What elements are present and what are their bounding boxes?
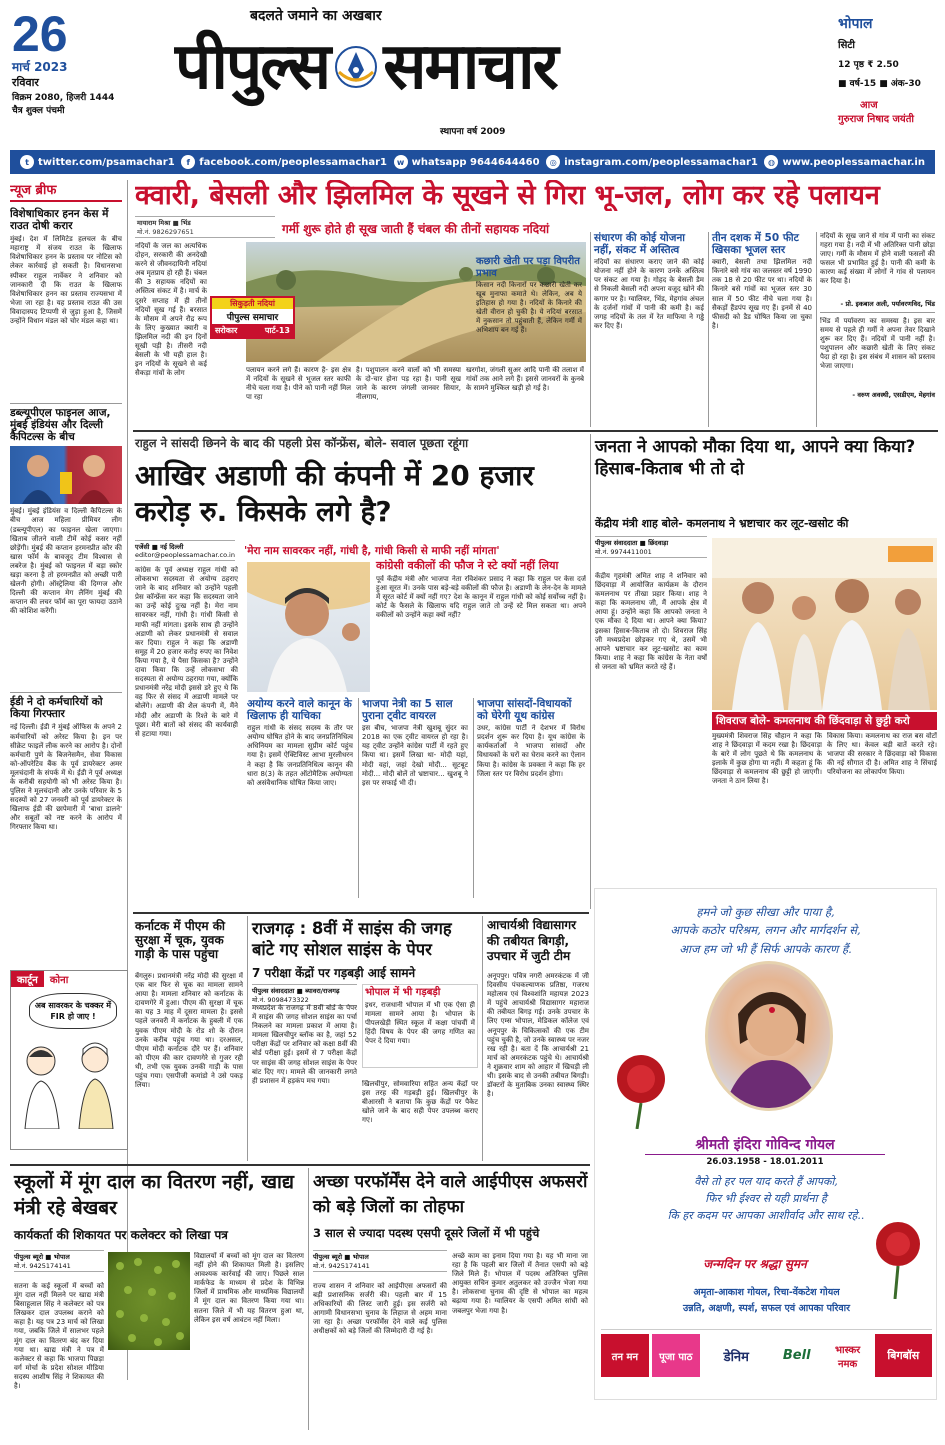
rajgarh-body: मध्यप्रदेश के राजगढ़ में 8वीं बोर्ड के पेपर में साइंस की जगह सोशल साइंस का पर्चा निकलने का मामला प्रकाश में आया है। मामला खिलचीपुर ब्लॉक का है, जहां 52 परीक्षा केंद्रों पर शनिवार को कक्षा 8वीं की बोर्ड परीक्षा हुई। इसमें से 7 परीक्षा केंद्रों पर साइंस की जगह सोशल साइंस के पेपर बांट दिए गए। मामले की जानकारी लगते ही प्रशासन में हड़कंप मच गया। [252, 1004, 357, 1085]
ad-verse-1: हमने जो कुछ सीखा और पाया है, [696, 905, 835, 919]
midday-byline: पीपुल्स ब्यूरो ■ भोपाल मो.नं. 9425174141 [14, 1250, 104, 1272]
cartoon-label-2: कोना [49, 975, 69, 986]
social-strip [10, 150, 935, 174]
shah-photo-caption: शिवराज बोले- कमलनाथ की छिंदवाड़ा से छुट्टी करो [712, 712, 937, 730]
memorial-portrait [705, 961, 833, 1111]
rose-left-icon [601, 1039, 681, 1129]
cartoon-bubble: अब सावरकर के चक्कर में FIR हो जाए ! [29, 993, 117, 1029]
brief-2-head: डब्ल्यूपीएल फाइनल आज, मुंबई इंडियंस और दिल्ली कैपिटल्स के बीच [10, 407, 111, 444]
adani-body: कांग्रेस के पूर्व अध्यक्ष राहुल गांधी को लोकसभा सदस्यता से अयोग्य ठहराए जाने के बाद शनिवार को उन्होंने पहली प्रेस कॉन्फ्रेंस कर कहा कि सदस्यता जाने का उन्हें कोई दुःख नहीं है। मेरा नाम सावरकर नहीं, गांधी है। गांधी किसी से माफी नहीं मांगता। इसके साथ ही उन्होंने अडाणी को लेकर प्रधानमंत्री से सवाल कर दिया। राहुल ने कहा कि अडाणी समूह में 20 हजार करोड़ रुपए का निवेश किया गया है, ये पैसा किसका है? उन्होंने दावा किया कि उन्हें लोकसभा की सदस्यता से अयोग्य ठहराया गया, क्योंकि प्रधानमंत्री नरेंद्र मोदी इससे डरे हुए थे कि वह फिर से संसद में अडाणी मामले पर बोलेंगे। अडाणी की शैल कंपनी में, मैंने मोदी और अडाणी के रिश्ते के बारे में पूछा। मेरी बातों को संसद की कार्यवाही से हटाया गया। [135, 566, 238, 738]
established: स्थापना वर्ष 2009 [440, 127, 506, 137]
adani-sub-2: भाजपा नेत्री का 5 साल पुराना ट्वीट वायरल इस बीच, भाजपा नेत्री खुशबू सुंदर का 2018 का एक ट्वीट वायरल हो रहा है। यह ट्वीट उन्होंने कांग्रेस पार्टी में रहते हुए किया था। इसमें लिखा था- मोदी यहां, मोदी वहां, जहां देखो मोदी... सूटबूट मोदी... मोदी बोलें तो भ्रष्टाचार... खुशबू ने इस पर सफाई भी दी। [362, 698, 468, 787]
midday-headline: स्कूलों में मूंग दाल का वितरण नहीं, खाद्य मंत्री रहे बेखबर [14, 1171, 294, 1219]
expert-quotes: नदियों के सूख जाने से गांव में पानी का संकट गहरा गया है। नदी में भी अतिरिक्त पानी छोड़ा जाए। गर्मी के मौसम में होने वाली फसलों की फसल भी प्रभावित हुई है। पानी की कमी के कारण कई संख्या में लोगों ने गांव से पलायन कर दिया है। - प्रो. इकबाल अली, पर्यावरणविद, भिंड भिंड में पर्यावरण का समस्या है। इस बार समय से पहले ही गर्मी ने अपना तेवर दिखाने शुरू कर दिए हैं। नदियों में पानी नहीं है। पशुपालन और कछारी खेती के लिए संकट पैदा हो रहा है। इस संबंध में शासन को प्रस्ताव भेजा जाएगा। - वरुण अवस्थी, एसडीएम, मेहगांव [820, 232, 935, 399]
ips-headline: अच्छा परफॉर्मेंस देने वाले आईपीएस अफसरों को बड़े जिलों का तोहफा [313, 1172, 588, 1217]
brief-3-body: नई दिल्ली। ईडी ने मुंबई ऑफिस के अपने 2 कर्मचारियों को अरेस्ट किया है। इन पर सीक्रेट फाइलें लीक करने का आरोप है। दोनों कर्मचारी पुणे के बिजनेसमैन, सेवा विकास को-ऑपरेटिव बैंक के पूर्व डायरेक्टर अमर मूलचंदानी के संपर्क में थे। ईडी ने पूर्व अध्यक्ष के करीबी सहयोगी को भी अरेस्ट किया है। पुलिस ने मूलचंदानी और उनके परिवार के 5 सदस्यों को 27 जनवरी को पूर्व डायरेक्टर के खिलाफ ईडी की छापेमारी में 'बाधा डालने' और सबूतों को नष्ट करने के आरोप में गिरफ्तार किया था। [10, 723, 122, 832]
brand-bigboss: बिगबॉस [875, 1334, 932, 1377]
date-block [12, 6, 132, 116]
web-icon: ◍ [764, 155, 778, 169]
shah-caption-body-1: मुख्यमंत्री शिवराज सिंह चौहान ने कहा कि शाह ने छिंदवाड़ा में कदम रखा है। छिंदवाड़ा के बारे में लोग पूछते थे कि कमलनाथ के इलाके में कुछ होगा या नहीं। मैं कहता हूं कि छिंदवाड़ा से कमलनाथ की छुट्टी हो जाएगी। जनता ने ठान लिया है। [712, 732, 822, 786]
adani-byline: एजेंसी ■ नई दिल्ली editor@peoplessamachar.co.in [135, 540, 235, 561]
adani-sub-3: भाजपा सांसदों-विधायकों को घेरेगी यूथ कांग्रेस उधर, कांग्रेस पार्टी ने देशभर में विरोध प्रदर्शन शुरू कर दिया है। यूथ कांग्रेस के कार्यकर्ताओं ने भाजपा सांसदों और विधायकों के घरों का घेराव करने का ऐलान किया है। कांग्रेस के प्रवक्ता ने कहा कि हर जिला स्तर पर विरोध प्रदर्शन होगा। [477, 698, 585, 778]
acharya-headline: आचार्यश्री विद्यासागर की तबीयत बिगड़ी, उपचार में जुटी टीम [487, 918, 577, 964]
pages-price: 12 पृष्ठ ₹ 2.50 [838, 60, 899, 70]
social-instagram[interactable]: ◎ instagram.com/peoplessamachar1 [546, 155, 758, 169]
ad-verse-2: आपके कठोर परिश्रम, लगन और मार्गदर्शन से, [670, 923, 861, 938]
shah-rally-photo [712, 538, 937, 710]
memorial-name: श्रीमती इंदिरा गोविन्द गोयल [645, 1135, 885, 1155]
ad-family-1: अमृता-आकाश गोयल, रिचा-वेंकटेश गोयल [693, 1287, 840, 1298]
lead-col-4: खरगोश, जंगली सुअर आदि पानी की तलाश में गांवों तक आने लगे हैं। इससे जानवरों के कुनबे के सामने मुश्किल खड़ी हो गई है। [466, 366, 584, 393]
samvat: विक्रम 2080, हिजरी 1444 [12, 93, 115, 103]
brand-poojapath: पूजा पाठ [652, 1334, 700, 1377]
rajgarh-byline: पीपुल्स संवाददाता ■ ब्यावरा/राजगढ़ मो.नं. 9098473322 [252, 984, 357, 1006]
ips-byline: पीपुल्स ब्यूरो ■ भोपाल मो.नं. 9425174141 [313, 1250, 447, 1272]
edition-block [838, 14, 938, 125]
lead-headline: क्वारी, बेसली और झिलमिल के सूखने से गिरा भू-जल, लोग कर रहे पलायन [135, 180, 880, 211]
acharya-body: अनूपपुर। पवित्र नगरी अमरकंटक में जी दिवसीय पंचकल्याणक प्रतिष्ठा, गजरथ महोत्सव एवं विश्वशांति महायज्ञ 2023 में पहुंचे आचार्यश्री विद्यासागर महाराज की तबीयत बिगड़ गई। उनके उपचार के लिए एम्स भोपाल, मेडिकल कॉलेज एवं अनूपपुर के चिकित्सकों की एक टीम पहुंच चुकी है, जो उनके स्वास्थ्य पर नजर रख रही है। बता दें कि आचार्यश्री 21 मार्च को अमरकंटक पहुंचे थे। आचार्यश्री ने शुक्रवार शाम को आहार में खिचड़ी ली थी। इसके बाद से उनकी तबीयत बिगड़ी। डॉक्टरों के मुताबिक उनका स्वास्थ्य स्थिर है। [487, 972, 589, 1099]
brand-tanman: तन मन [601, 1334, 649, 1377]
tithi: चैत्र शुक्ल पंचमी [12, 106, 65, 116]
shah-headline: जनता ने आपको मौका दिया था, आपने क्या किया? हिसाब-किताब भी तो दो [595, 437, 916, 480]
weekday: रविवार [12, 76, 39, 89]
brand-bhaskar: भास्कर नमक [834, 1344, 861, 1370]
cartoon-drawing [11, 1029, 127, 1129]
midday-body: सतना के कई स्कूलों में बच्चों को मूंग दाल नहीं मिलने पर खाद्य मंत्री बिसाहूलाल सिंह ने कलेक्टर को पत्र लिखकर दाल उपलब्ध कराने को कहा है। यह पत्र 23 मार्च को लिखा गया, जबकि जिले में सालभर पहले मूंग दाल का वितरण बंद कर दिया गया था। खाद्य मंत्री ने पत्र में कलेक्टर से कहा कि भाजपा पिछड़ा वर्ग मोर्चा के प्रदेश सोशल मीडिया सदस्य आशीष सिंह ने शिकायत की है। [14, 1282, 104, 1391]
today-event: गुरुराज निषाद जयंती [838, 114, 915, 125]
logo [175, 22, 785, 112]
rajgarh-body-2: खिलचीपुर, सोमवारिया सहित अन्य केंद्रों पर इस तरह की गड़बड़ी हुई। खिलचीपुर के बीआरसी ने बताया कि कुछ केंद्रों पर पैकेट खोले जाने के बाद सही पेपर उपलब्ध कराए गए। [362, 1080, 478, 1125]
midday-strap: कार्यकर्ता की शिकायत पर कलेक्टर को लिखा पत्र [14, 1228, 228, 1242]
shah-caption-body-2: विकास किया। कमलनाथ का राज बस वोटों के लिए था। केवल बड़ी बातें करते रहे। भाजपा की सरकार ने छिंदवाड़ा को विकास की नई सौगात दी है। अमित शाह ने सिंचाई परियोजना का लोकार्पण किया। [827, 732, 937, 777]
facebook-icon: f [181, 155, 195, 169]
shah-byline: पीपुल्स संवाददाता ■ छिंदवाड़ा मो.नं. 9974411001 [595, 536, 707, 558]
karnataka-headline: कर्नाटक में पीएम की सुरक्षा में चूक, युवक गाड़ी के पास पहुंचा [135, 919, 226, 961]
date-number: 26 [12, 6, 68, 62]
instagram-icon: ◎ [546, 155, 560, 169]
news-brief-label: न्यूज ब्रीफ [10, 180, 122, 202]
year-issue: ■ वर्ष-15 ■ अंक-30 [838, 79, 921, 89]
sandharan-box: संधारण की कोई योजना नहीं, संकट में अस्तित्व नदियों का संधारण कराए जाने की कोई योजना नहीं होने के कारण उनके अस्तित्व पर संकट आ गया है। गोहद के बेसली डैम से निकली बेसली नदी अपना वजूद खोने की कगार पर है। ग्वालियर, भिंड, मेहगांव अंचल के दर्जनों गांवों में पानी की कमी है। कई जगह नदियों के तल में रेत माफिया ने गड्ढे कर दिए हैं। [594, 232, 704, 330]
brief-1-head: विशेषाधिकार हनन केस में राउत दोषी करार [10, 208, 109, 233]
lead-strap: गर्मी शुरू होते ही सूख जाती हैं चंबल की तीनों सहायक नदियां [282, 222, 550, 236]
logo-right: समाचार [383, 30, 557, 104]
moong-dal-photo [108, 1252, 190, 1350]
logo-left: पीपुल्स [175, 30, 330, 104]
pen-nib-icon [333, 44, 379, 90]
memorial-dates: 26.03.1958 - 18.01.2011 [706, 1157, 824, 1167]
rajgarh-strap: 7 परीक्षा केंद्रों पर गड़बड़ी आई सामने [252, 966, 416, 980]
cartoon-label: कार्टून [11, 971, 44, 987]
memorial-ad [594, 888, 937, 1400]
ad-brand-strip [601, 1329, 932, 1377]
wpl-captains-photo [10, 446, 122, 504]
shah-strap: केंद्रीय मंत्री शाह बोले- कमलनाथ ने भ्रष्टाचार कर लूट-खसोट की [595, 517, 849, 530]
ad-verse-5: फिर भी ईश्वर से यही प्रार्थना है [705, 1192, 827, 1206]
social-whatsapp[interactable]: w whatsapp 9644644460 [394, 155, 540, 169]
series-badge: सिकुड़ती नदियां पीपुल्स समाचार सरोकार पार्ट-13 [210, 296, 295, 339]
twitter-icon: t [20, 155, 34, 169]
today-label: आज [860, 100, 878, 111]
city: भोपाल [838, 16, 873, 32]
adani-sub-1: अयोग्य करने वाले कानून के खिलाफ ही याचिका राहुल गांधी के संसद सदस्य के तौर पर अयोग्य घोषित होने के बाद जनप्रतिनिधित्व अधिनियम का मामला सुप्रीम कोर्ट पहुंच गया है। इसमें ऐक्टिविस्ट आभा मुरलीधरन ने कहा है कि जनप्रतिनिधित्व कानून की धारा 8(3) के तहत ऑटोमैटिक अयोग्यता को असंवैधानिक घोषित किया जाए। [247, 698, 353, 787]
adani-kicker: राहुल ने सांसदी छिनने के बाद की पहली प्रेस कॉन्फ्रेंस, बोले- सवाल पूछता रहूंगा [135, 436, 469, 450]
ips-strap: 3 साल से ज्यादा पदस्थ एसपी दूसरे जिलों में भी पहुंचे [313, 1226, 540, 1240]
cartoon-box [10, 970, 128, 1150]
ips-body-2: अच्छे काम का इनाम दिया गया है। यह भी माना जा रहा है कि पहली बार जिलों में तैनात एसपी को बड़े जिले मिले हैं। भोपाल में पदस्थ अतिरिक्त पुलिस आयुक्त सचिन कुमार अतुलकर को उज्जैन भेजा गया है। लोकसभा चुनाव की दृष्टि से भोपाल का महत्व बढ़ाया गया है। ग्वालियर के एसपी अमित सांघी को जबलपुर भेजा गया है। [452, 1252, 588, 1315]
midday-body-2: विद्यालयों में बच्चों को मूंग दाल का वितरण नहीं होने की शिकायत मिली है। इसलिए आवश्यक कार्रवाई की जाए। पिछले साल मार्कफेड के माध्यम से प्रदेश के विभिन्न जिलों में प्राथमिक और माध्यमिक विद्यालयों में मूंग दाल का वितरण किया गया था। सतना जिले में भी यह वितरण हुआ था, लेकिन इस वर्ष आवंटन नहीं मिला। [194, 1252, 304, 1324]
shah-body: केंद्रीय गृहमंत्री अमित शाह ने शनिवार को छिंदवाड़ा में आयोजित कार्यक्रम के दौरान कमलनाथ पर तीखा प्रहार किया। शाह ने कहा कि कमलनाथ जी, मैं आपके क्षेत्र में आया हूं। उन्होंने कहा कि आपको जनता ने एक मौका दे दिया था। आपने क्या किया? इसका हिसाब-किताब तो दो। शिवराज सिंह जी मध्यप्रदेश छोड़कर गए थे, उसमें भी आपने भ्रष्टाचार कर लूट-खसोट का काम किया। शाह ने कहा कि कांग्रेस के नेता वर्षों से जनता को भ्रमित करते रहे हैं। [595, 572, 707, 671]
brief-3-head: ईडी ने दो कर्मचारियों को किया गिरफ्तार [10, 696, 103, 721]
ips-body: राज्य शासन ने शनिवार को आईपीएस अफसरों की बड़ी प्रशासनिक सर्जरी की। पहली बार में 15 अधिकारियों की लिस्ट जारी हुई। इस सर्जरी को आगामी विधानसभा चुनाव के लिहाज से अहम माना जा रहा है। अच्छा परफॉर्मेंस देने वाले कई पुलिस अधीक्षकों को बड़े जिलों की जिम्मेदारी दी गई है। [313, 1282, 447, 1336]
karnataka-body: बेंगलुरु। प्रधानमंत्री नरेंद्र मोदी की सुरक्षा में एक बार फिर से चूक का मामला सामने आया है। मामला शनिवार को कर्नाटक के दावणगेरे में हुआ। पीएम की सुरक्षा में चूक का यह 3 माह में दूसरा मामला है। इससे पहले जनवरी में कर्नाटक के हुबली में एक युवक पीएम मोदी के रोड शो के दौरान उनके करीब पहुंच गया था। दरअसल, पीएम मोदी कर्नाटक दौरे पर हैं। शनिवार को पीएम की कार दावणगेरे से गुजर रही थी, तभी एक युवक उनकी गाड़ी के पास पहुंच गया। एसपीजी कमांडो ने उसे पकड़ लिया। [135, 972, 243, 1090]
tagline: बदलते जमाने का अखबार [250, 8, 382, 24]
masthead [0, 0, 945, 148]
rahul-gandhi-photo [247, 562, 370, 692]
brand-denim: डेनिम [723, 1349, 749, 1365]
brand-bell: Bell [782, 1348, 811, 1363]
bhopal-error-box: भोपाल में भी गड़बड़ी इधर, राजधानी भोपाल में भी एक ऐसा ही मामला सामने आया है। भोपाल के पीपलखेड़ी स्थित स्कूल में कक्षा पांचवीं में हिंदी विषय के पेपर की जगह गणित का पेपर दे दिया गया। [362, 984, 478, 1068]
ad-verse-3: आज हम जो भी हैं सिर्फ आपके कारण हैं. [679, 941, 852, 956]
ad-verse-6: कि हर कदम पर आपका आशीर्वाद और साथ रहे.. [667, 1209, 865, 1223]
ad-verse-4: वैसे तो हर पल याद करते हैं आपको, [694, 1175, 838, 1188]
social-facebook[interactable]: f facebook.com/peoplessamachar1 [181, 155, 387, 169]
lead-byline: मायाराम मिश्रा ■ भिंड मो.नं. 9826297651 [135, 216, 275, 238]
ad-tribute: जन्मदिन पर श्रद्धा सुमन [703, 1257, 807, 1271]
brief-1-body: मुंबई। देश में लिमिटेड हलचल के बीच महाराष्ट्र में संजय राउत के खिलाफ विशेषाधिकार हनन के प्रस्ताव पर नोटिस को लेकर कार्रवाई हो सकती है। विधानसभा स्पीकर राहुल नार्वेकर ने शनिवार को जानकारी दी कि राउत के खिलाफ विशेषाधिकार हनन का प्रस्ताव राज्यसभा में भेजा जा रहा है। यह प्रस्ताव राउत की उस विवादास्पद टिप्पणी से जुड़ा हुआ है, जिसमें उन्होंने विधान मंडल को चोर मंडल कहा था। [10, 235, 122, 325]
edition: सिटी [838, 40, 855, 51]
lead-col-2: पलायन करने लगे हैं। कारण है- इस क्षेत्र में नदियों के सूखने से भूजल स्तर काफी नीचे चला गया है। पीने को पानी नहीं मिल पा रहा [246, 366, 351, 402]
whatsapp-icon: w [394, 155, 408, 169]
groundwater-box: तीन दशक में 50 फीट खिसका भूजल स्तर क्वारी, बेसली तथा झिलमिल नदी किनारे बसे गांव का जलस्तर वर्ष 1990 तक 18 से 20 फीट पर था। नदियों के किनारे बसे गांवों का भूजल स्तर 30 साल में 50 फीट नीचे चला गया है। सैकड़ों हैंडपंप सूख गए हैं। इनमें से 40 फीसदी को डैड घोषित किया जा चुका है। [712, 232, 812, 330]
social-twitter[interactable]: t twitter.com/psamachar1 [20, 155, 175, 169]
lead-col-1: नदियों के जल का अत्यधिक दोहन, सरकारी की अनदेखी करने से जीवनदायिनी नदियां अब मृतप्राय हो रही हैं। चंबल की 3 सहायक नदियों का अस्तित्व संकट में है। मार्च के दूसरे सप्ताह में ही तीनों नदियों सूख गई हैं। बरसात के मौसम में अपने रौद्र रूप के लिए कुख्यात क्वारी व झिलमिल नदी की इन दिनों सूखी पड़ी है। तीसरी नदी बेसली के भी यही हाल है। इन नदियों के सूखने से कई सैकड़ा गांवों के लोग [135, 242, 207, 378]
adani-quote: 'मेरा नाम सावरकर नहीं, गांधी है, गांधी किसी से माफी नहीं मांगता' [244, 545, 500, 557]
brief-2-body: मुंबई। मुंबई इंडियंस व दिल्ली कैपिटल्स के बीच आज महिला प्रीमियर लीग (डब्ल्यूपीएल) का फाइनल खेला जाएगा। खिताब जीतने वाली टीमें कोई कसर नहीं छोड़ेंगी। मुंबई की कप्तान हरमनप्रीत कौर की खास फॉर्म के बावजूद टीम विश्वास से लबरेज है। मुंबई को फाइनल में बड़ा स्कोर खड़ा करना है तो हरमनप्रीत को अच्छी पारी खेलनी होगी। ऑस्ट्रेलिया की दिग्गज और दिल्ली की कप्तान मेग लैनिंग मुंबई की कप्तान की लचर फॉर्म का पूरा फायदा उठाने की कोशिश करेंगी। [10, 507, 122, 616]
lead-col-3: है। पशुपालन करने वालों को भी समस्या के दो-चार होना पड़ रहा है। पानी सूख जाने के कारण जंगली जानवर सियार, नीलगाय, [356, 366, 461, 402]
adani-headline: आखिर अडाणी की कंपनी में 20 हजार करोड़ रु. किसके लगे है? [135, 459, 534, 529]
rajgarh-headline: राजगढ़ : 8वीं में साइंस की जगह बांटे गए सोशल साइंस के पेपर [252, 919, 452, 960]
lawyers-box: कांग्रेसी वकीलों की फौज ने स्टे क्यों नहीं लिया पूर्व केंद्रीय मंत्री और भाजपा नेता रविशंकर प्रसाद ने कहा कि राहुल पर केस दर्ज हुआ सूरत में। उनके पास बड़े-बड़े वकीलों की फौज है। अडाणी के लेन-देन के मामले में सूरत कोर्ट में क्यों नहीं गए? देश के कानून में राहुल गांधी को कोई सर्वोच्च नहीं है। कोर्ट के फैसले के खिलाफ यदि राहुल जाते तो उन्हें स्टे मिल सकता था। अपने वकीलों को उन्होंने कहा क्यों नहीं? [376, 559, 586, 620]
month-year: मार्च 2023 [12, 60, 68, 74]
ad-family-2: उन्नति, अक्षणी, स्पर्श, सफल एवं आपका परिवार [682, 1303, 851, 1314]
social-web[interactable]: ◍ www.peoplessamachar.in [764, 155, 925, 169]
kachhari-box: कछारी खेती पर पड़ा विपरीत प्रभाव किसान नदी किनारों पर कछारी खेती कर खूब मुनाफा कमाते थे। लेकिन, अब ये इतिहास हो गया है। नदियों के किनारे की खेती वीरान हो चुकी है। ये नदियां बरसात में नुकसान तो पहुंचाती हैं, लेकिन गर्मी में अभिशाप बन गई हैं। [476, 256, 582, 335]
